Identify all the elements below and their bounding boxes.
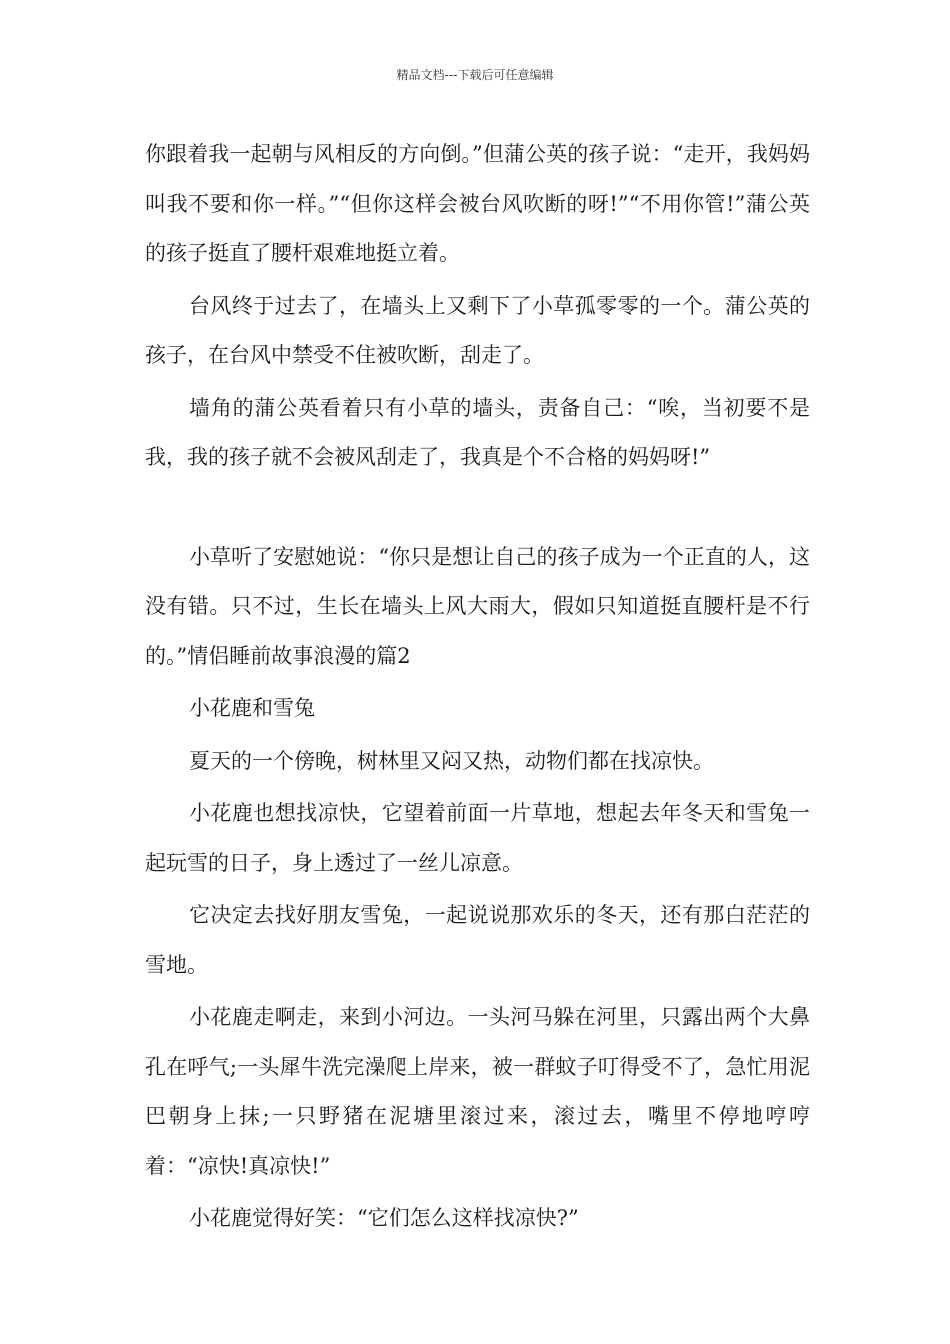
- paragraph-7: 它决定去找好朋友雪兔，一起说说那欢乐的冬天，还有那白茫茫的雪地。: [145, 903, 810, 977]
- paragraph-9: 小花鹿觉得好笑：“它们怎么这样找凉快?”: [189, 1206, 579, 1230]
- page-header-watermark: 精品文档---下载后可任意编辑: [396, 68, 554, 82]
- paragraph-1: 你跟着我一起朝与风相反的方向倒。”但蒲公英的孩子说：“走开，我妈妈叫我不要和你一样。”“但你这样会被台风吹断的呀!”“不用你管!”蒲公英的孩子挺直了腰杆艰难地挺立着。: [145, 142, 810, 265]
- paragraph-5: 夏天的一个傍晚，树林里又闷又热，动物们都在找凉快。: [189, 748, 714, 773]
- section-title: 小花鹿和雪兔: [189, 696, 315, 720]
- paragraph-3: 墙角的蒲公英看着只有小草的墙头，责备自己：“唉，当初要不是我，我的孩子就不会被风刮走了，我真是个不合格的妈妈呀!”: [145, 395, 810, 469]
- paragraph-2: 台风终于过去了，在墙头上又剩下了小草孤零零的一个。蒲公英的孩子，在台风中禁受不住被吹断，刮走了。: [145, 293, 810, 367]
- document-body: [145, 130, 810, 1247]
- paragraph-8: 小花鹿走啊走，来到小河边。一头河马躲在河里，只露出两个大鼻孔在呼气;一头犀牛洗完澡爬上岸来，被一群蚊子叮得受不了，急忙用泥巴朝身上抹;一只野猪在泥塘里滚过来，滚过去，嘴里不停地哼哼着：“凉快!真凉快!”: [145, 1005, 810, 1178]
- paragraph-4: 小草听了安慰她说：“你只是想让自己的孩子成为一个正直的人，这没有错。只不过，生长在墙头上风大雨大，假如只知道挺直腰杆是不行的。”情侣睡前故事浪漫的篇2: [145, 544, 810, 668]
- paragraph-6: 小花鹿也想找凉快，它望着前面一片草地，想起去年冬天和雪兔一起玩雪的日子，身上透过了一丝儿凉意。: [145, 801, 810, 875]
